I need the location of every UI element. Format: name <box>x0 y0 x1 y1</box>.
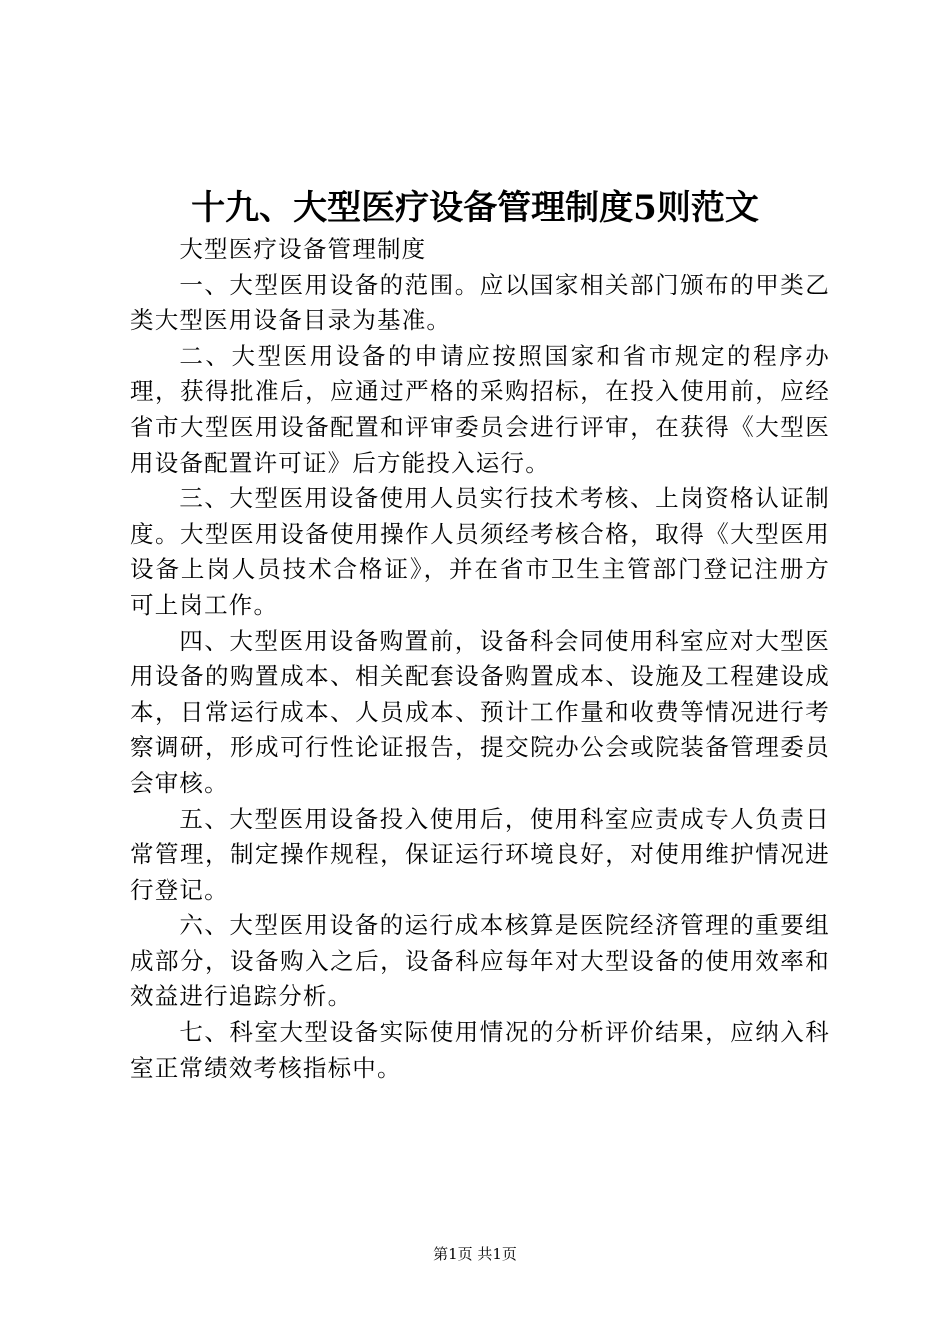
document-body <box>130 232 830 1086</box>
page-footer: 第1页 共1页 <box>433 1245 517 1263</box>
paragraph-item-7: 七、科室大型设备实际使用情况的分析评价结果，应纳入科室正常绩效考核指标中。 <box>130 1018 830 1082</box>
paragraph-item-1: 一、大型医用设备的范围。应以国家相关部门颁布的甲类乙类大型医用设备目录为基准。 <box>130 270 830 335</box>
paragraph-item-4: 四、大型医用设备购置前，设备科会同使用科室应对大型医用设备的购置成本、相关配套设备购置成本、设施及工程建设成本，日常运行成本、人员成本、预计工作量和收费等情况进行考察调研，形成可行性论证报告，提交院办公会或院装备管理委员会审核。 <box>130 626 830 797</box>
paragraph-item-2: 二、大型医用设备的申请应按照国家和省市规定的程序办理，获得批准后，应通过严格的采购招标，在投入使用前，应经省市大型医用设备配置和评审委员会进行评审，在获得《大型医用设备配置许可证》后方能投入运行。 <box>130 341 830 477</box>
paragraph-item-5: 五、大型医用设备投入使用后，使用科室应责成专人负责日常管理，制定操作规程，保证运行环境良好，对使用维护情况进行登记。 <box>130 804 830 904</box>
paragraph-item-3: 三、大型医用设备使用人员实行技术考核、上岗资格认证制度。大型医用设备使用操作人员须经考核合格，取得《大型医用设备上岗人员技术合格证》，并在省市卫生主管部门登记注册方可上岗工作。 <box>130 484 830 619</box>
paragraph-item-6: 六、大型医用设备的运行成本核算是医院经济管理的重要组成部分，设备购入之后，设备科应每年对大型设备的使用效率和效益进行追踪分析。 <box>130 911 830 1011</box>
paragraph-heading: 大型医疗设备管理制度 <box>179 235 427 263</box>
document-title: 十九、大型医疗设备管理制度5则范文 <box>191 188 759 228</box>
